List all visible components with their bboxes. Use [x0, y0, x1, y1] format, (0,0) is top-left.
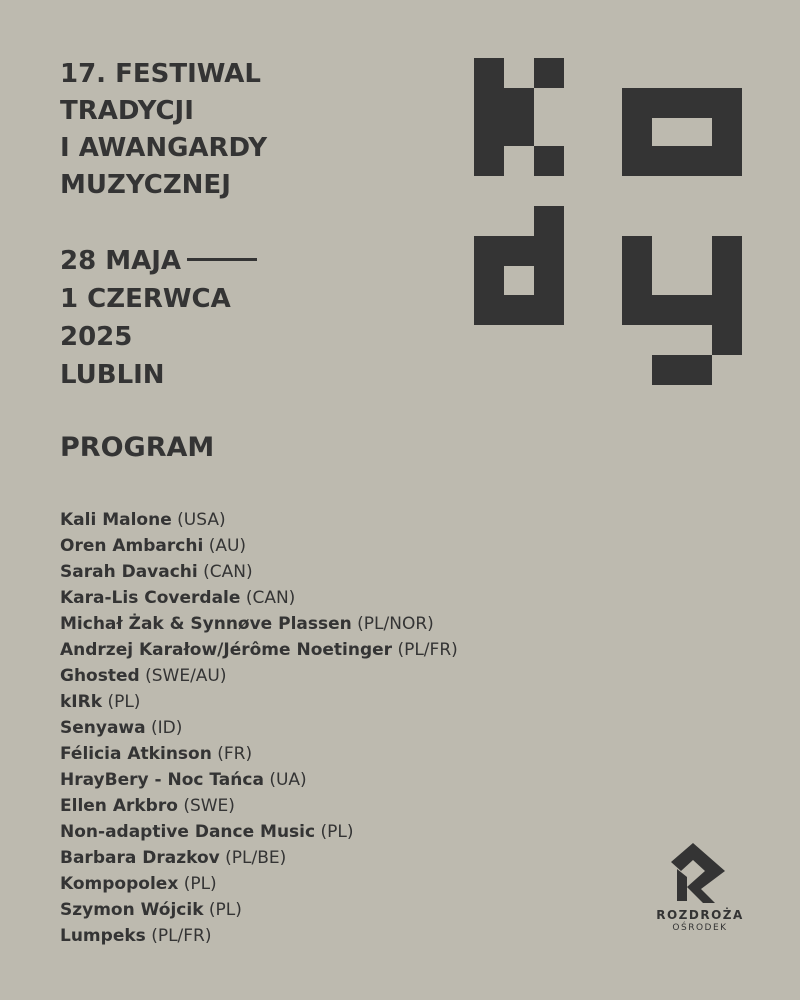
lineup-item: [60, 767, 458, 793]
artist-origin: (PL/FR): [397, 640, 458, 660]
artist-origin: (PL/BE): [225, 848, 287, 868]
logo-pixel: [474, 236, 504, 325]
logo-pixel: [504, 88, 534, 117]
lineup-item: [60, 533, 458, 559]
artist-origin: (SWE/AU): [145, 666, 227, 686]
lineup-item: [60, 871, 458, 897]
artist-origin: (FR): [217, 744, 253, 764]
logo-pixel: [712, 88, 742, 176]
artist-name: Kompopolex: [60, 874, 179, 894]
festival-dates: [60, 242, 257, 394]
artist-name: Ghosted: [60, 666, 140, 686]
artist-name: Non-adaptive Dance Music: [60, 822, 316, 842]
festival-headline: [60, 56, 267, 204]
lineup-item: [60, 507, 458, 533]
artist-name: kIRk: [60, 692, 103, 712]
artist-origin: (CAN): [245, 588, 296, 608]
artist-name: Kali Malone: [60, 510, 172, 530]
artist-name: Szymon Wójcik: [60, 900, 204, 920]
program-heading: PROGRAM: [60, 432, 215, 463]
logo-pixel: [474, 58, 504, 176]
artist-name: Ellen Arkbro: [60, 796, 178, 816]
logo-pixel: [622, 88, 652, 176]
artist-origin: (SWE): [183, 796, 235, 816]
date-range-dash: [187, 258, 257, 261]
logo-pixel: [534, 58, 564, 88]
headline-line: I AWANGARDY: [60, 133, 268, 163]
artist-origin: (USA): [177, 510, 226, 530]
artist-name: Andrzej Karałow/Jérôme Noetinger: [60, 640, 393, 660]
headline-line: 17. FESTIWAL: [60, 59, 261, 89]
artist-name: Kara-Lis Coverdale: [60, 588, 241, 608]
kody-pixel-wordmark-icon: [474, 58, 744, 386]
lineup-item: [60, 793, 458, 819]
date-start: 28 MAJA: [60, 246, 182, 276]
artist-origin: (PL/NOR): [357, 614, 434, 634]
organizer-logo: [640, 843, 760, 943]
artist-name: Sarah Davachi: [60, 562, 198, 582]
lineup-item: [60, 663, 458, 689]
artist-name: HrayBery - Noc Tańca: [60, 770, 264, 790]
headline-line: MUZYCZNEJ: [60, 170, 231, 200]
lineup-item: [60, 819, 458, 845]
artist-origin: (PL): [183, 874, 217, 894]
artist-name: Oren Ambarchi: [60, 536, 204, 556]
logo-pixel: [534, 146, 564, 176]
logo-pixel: [622, 295, 742, 325]
lineup-item: [60, 897, 458, 923]
artist-name: Michał Żak & Synnøve Plassen: [60, 614, 352, 634]
artist-origin: (PL): [320, 822, 354, 842]
organizer-name: ROZDROŻA: [656, 908, 744, 922]
artist-name: Barbara Drazkov: [60, 848, 220, 868]
date-year: 2025: [60, 322, 133, 352]
lineup-item: [60, 585, 458, 611]
organizer-subtitle: OŚRODEK: [672, 923, 728, 933]
logo-pixel: [534, 206, 564, 325]
lineup-item: [60, 689, 458, 715]
lineup-item: [60, 559, 458, 585]
lineup-item: [60, 715, 458, 741]
date-start-line: [60, 242, 257, 280]
artist-origin: (UA): [269, 770, 307, 790]
lineup-item: [60, 741, 458, 767]
artist-name: Félicia Atkinson: [60, 744, 212, 764]
artist-origin: (PL): [107, 692, 141, 712]
artist-origin: (CAN): [203, 562, 253, 582]
lineup-item: [60, 845, 458, 871]
lineup-item: [60, 923, 458, 949]
program-lineup: [60, 507, 458, 949]
lineup-item: [60, 611, 458, 637]
headline-line: TRADYCJI: [60, 96, 194, 126]
artist-origin: (ID): [151, 718, 183, 738]
logo-pixel: [622, 236, 652, 296]
lineup-item: [60, 637, 458, 663]
artist-origin: (PL/FR): [151, 926, 212, 946]
festival-city: LUBLIN: [60, 360, 165, 390]
artist-origin: (AU): [208, 536, 247, 556]
artist-name: Senyawa: [60, 718, 146, 738]
artist-name: Lumpeks: [60, 926, 146, 946]
logo-pixel: [652, 355, 712, 385]
rozdroza-r-mark-icon: [671, 843, 729, 903]
artist-origin: (PL): [208, 900, 242, 920]
logo-pixel: [504, 117, 534, 146]
date-end: 1 CZERWCA: [60, 284, 231, 314]
